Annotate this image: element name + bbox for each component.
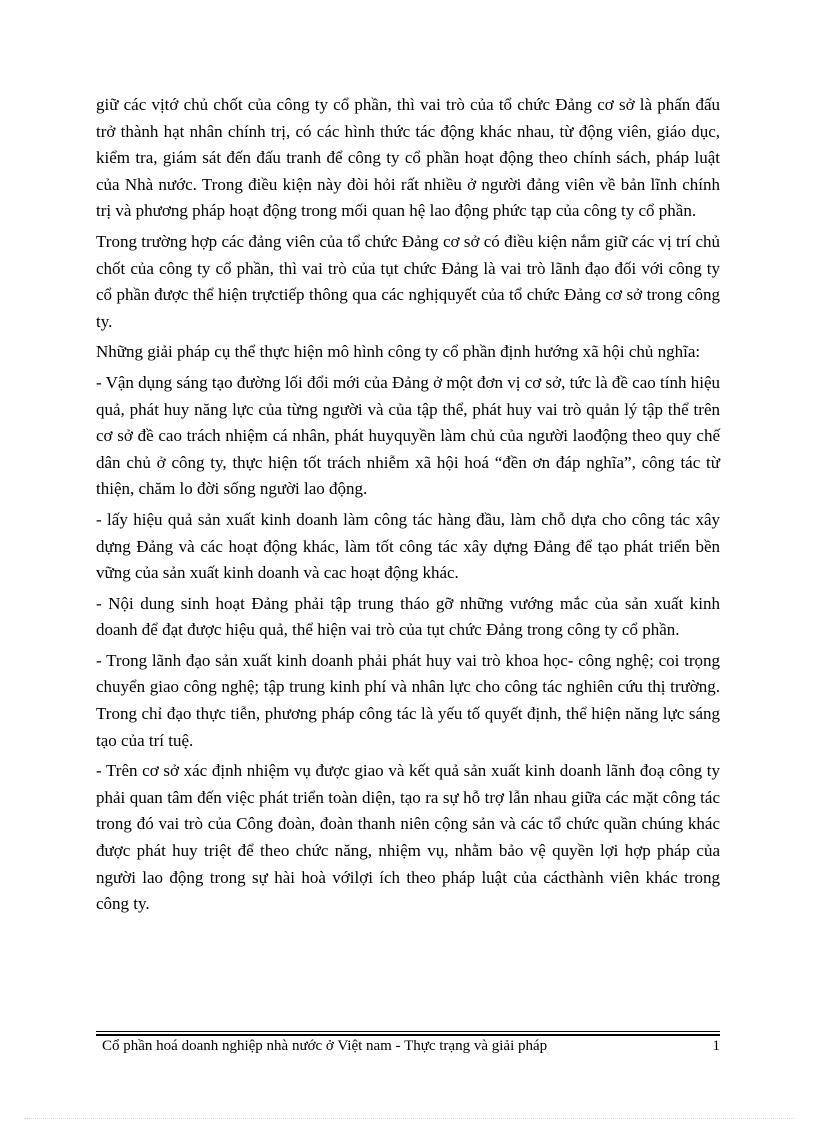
bullet-paragraph: - lấy hiệu quả sản xuất kinh doanh làm công tác hàng đầu, làm chỗ dựa cho công tác xây dựng Đảng và các hoạt động khác, làm tốt công tác xây dựng Đảng để tạo phát triển bền vững của sản xuất kinh doanh và cac hoạt động khác. [96, 509, 720, 583]
page-edge-divider [24, 1118, 794, 1119]
footer-title: Cổ phần hoá doanh nghiệp nhà nước ở Việt nam - Thực trạng và giải pháp [102, 1038, 548, 1054]
bullet-paragraph: - Nội dung sinh hoạt Đảng phải tập trung tháo gỡ những vướng mắc của sản xuất kinh doanh để đạt được hiệu quả, thể hiện vai trò của tụt chức Đảng trong công ty cổ phần. [96, 593, 720, 640]
paragraph: Trong trường hợp các đảng viên của tổ chức Đảng cơ sở có điều kiện nắm giữ các vị trí chủ chốt của công ty cổ phần, thì vai trò của tụt chức Đảng là vai trò lãnh đạo đối với công ty cổ phần được thể hiện trựctiếp thông qua các nghịquyết của tổ chức Đảng cơ sở trong công ty. [96, 231, 720, 331]
paragraph: Những giải pháp cụ thể thực hiện mô hình công ty cổ phần định hướng xã hội chủ nghĩa: [96, 342, 701, 362]
bullet-paragraph: - Trong lãnh đạo sản xuất kinh doanh phải phát huy vai trò khoa học- công nghệ; coi trọng chuyển giao công nghệ; tập trung kinh phí và nhân lực cho công tác nghiên cứu thị trường. Trong chỉ đạo thực tiễn, phương pháp công tác là yếu tố quyết định, thể hiện năng lực sáng tạo của trí tuệ. [96, 650, 720, 750]
bullet-paragraph: - Trên cơ sở xác định nhiệm vụ được giao và kết quả sản xuất kinh doanh lãnh đoạ công ty phải quan tâm đến việc phát triển toàn diện, tạo ra sự hỗ trợ lẫn nhau giữa các mặt công tác trong đó vai trò của Công đoàn, đoàn thanh niên cộng sản và các tổ chức quần chúng khác được phát huy triệt để theo chức năng, nhiệm vụ, nhằm bảo vệ quyền lợi hợp pháp của người lao động trong sự hài hoà vớilợi ích theo pháp luật của cácthành viên khác trong công ty. [96, 761, 720, 914]
paragraph: giữ các vịtớ chủ chốt của công ty cổ phần, thì vai trò của tổ chức Đảng cơ sở là phấn đấu trở thành hạt nhân chính trị, có các hình thức tác động khác nhau, từ động viên, giáo dục, kiểm tra, giám sát đến đấu tranh để công ty cổ phần hoạt động theo chính sách, pháp luật của Nhà nước. Trong điều kiện này đòi hỏi rất nhiều ở người đảng viên về bản lĩnh chính trị và phương pháp hoạt động trong mối quan hệ lao động phức tạp của công ty cổ phần. [96, 95, 720, 221]
document-body [96, 92, 720, 922]
bullet-paragraph: - Vận dụng sáng tạo đường lối đổi mới của Đảng ở một đơn vị cơ sở, tức là đề cao tính hiệu quả, phát huy năng lực của từng người và của tập thể, phát huy vai trò quản lý tập thể trên cơ sở đề cao trách nhiệm cá nhân, phát huyquyền làm chủ của người laođộng theo quy chế dân chủ ở công ty, thực hiện tốt trách nhiễm xã hội hoá “đền ơn đáp nghĩa”, công tác từ thiện, chăm lo đời sống người lao động. [96, 372, 720, 499]
footer-rule-thick [96, 1034, 720, 1036]
footer-rule [96, 1031, 720, 1032]
page-number: 1 [712, 1038, 720, 1054]
